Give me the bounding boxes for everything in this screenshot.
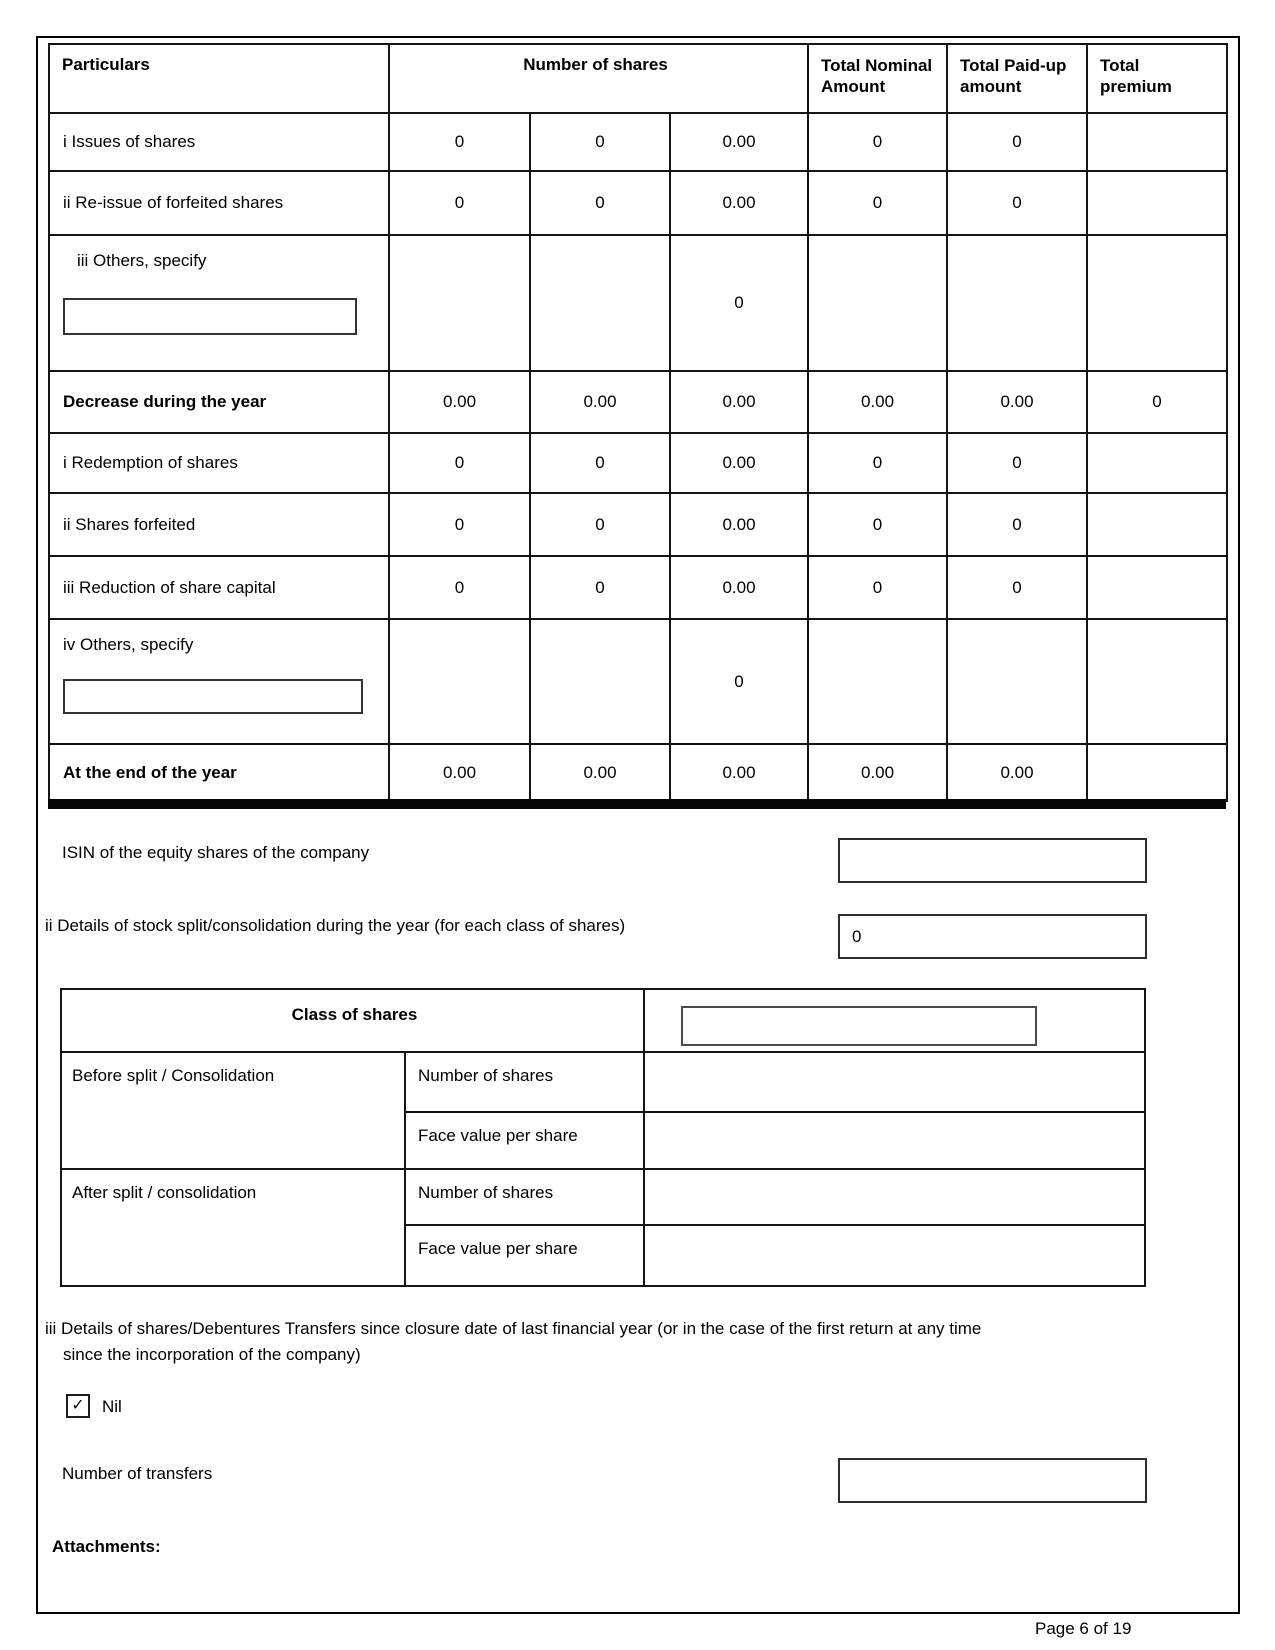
cell-value	[808, 235, 947, 371]
cell-value: 0.00	[389, 744, 530, 801]
after-split-label: After split / consolidation	[61, 1169, 405, 1286]
cell-value: 0.00	[670, 371, 808, 433]
cell-value: 0	[947, 433, 1087, 493]
cell-value: 0.00	[947, 371, 1087, 433]
cell-value: 0	[389, 556, 530, 619]
table-row-end-of-year	[49, 744, 1227, 801]
cell-value: 0	[947, 556, 1087, 619]
cell-value	[1087, 744, 1227, 801]
metric-label: Number of shares	[405, 1052, 644, 1112]
cell-value	[530, 619, 670, 744]
page-number: Page 6 of 19	[1035, 1619, 1132, 1638]
table-row-others-specify	[49, 235, 1227, 371]
cell-value: 0	[947, 171, 1087, 235]
cell-value	[1087, 235, 1227, 371]
header-total-paidup: Total Paid-up amount	[947, 44, 1087, 113]
row-label-others	[49, 235, 389, 371]
header-total-premium: Total premium	[1087, 44, 1227, 113]
cell-value: 0.00	[670, 493, 808, 556]
row-label: At the end of the year	[49, 744, 389, 801]
isin-label: ISIN of the equity shares of the company	[62, 843, 370, 862]
split-value-cell	[644, 1112, 1145, 1169]
split-value-cell	[644, 1052, 1145, 1112]
split-value-cell	[644, 1169, 1145, 1225]
cell-value: 0	[808, 556, 947, 619]
cell-value: 0	[808, 113, 947, 171]
cell-value	[1087, 493, 1227, 556]
table-bottom-rule	[48, 799, 1226, 809]
cell-value: 0	[530, 556, 670, 619]
before-split-label: Before split / Consolidation	[61, 1052, 405, 1169]
row-label: i Redemption of shares	[49, 433, 389, 493]
cell-value: 0	[808, 433, 947, 493]
table-row	[49, 433, 1227, 493]
table-row	[49, 493, 1227, 556]
stock-split-label: ii Details of stock split/consolidation during the year (for each class of shares)	[45, 916, 626, 935]
cell-value: 0.00	[670, 433, 808, 493]
cell-value	[808, 619, 947, 744]
cell-value	[530, 235, 670, 371]
metric-label: Number of shares	[405, 1169, 644, 1225]
header-number-of-shares: Number of shares	[389, 44, 808, 113]
cell-value: 0	[530, 493, 670, 556]
cell-value	[947, 619, 1087, 744]
row-label: iv Others, specify	[63, 635, 194, 654]
cell-value	[1087, 556, 1227, 619]
row-label: i Issues of shares	[49, 113, 389, 171]
cell-value	[947, 235, 1087, 371]
class-of-shares-table	[60, 988, 1146, 1287]
nil-label: Nil	[102, 1397, 122, 1416]
table-header-row	[49, 44, 1227, 113]
cell-value: 0.00	[530, 744, 670, 801]
isin-input[interactable]	[838, 838, 1147, 883]
class-of-shares-input[interactable]	[681, 1006, 1037, 1046]
header-particulars: Particulars	[49, 44, 389, 113]
row-label-others	[49, 619, 389, 744]
row-label: Decrease during the year	[49, 371, 389, 433]
before-split-row	[61, 1052, 1145, 1112]
after-split-row	[61, 1169, 1145, 1225]
row-label: iii Others, specify	[77, 251, 207, 270]
cell-value: 0.00	[670, 171, 808, 235]
class-of-shares-header-row	[61, 989, 1145, 1052]
cell-value: 0.00	[389, 371, 530, 433]
cell-value: 0	[808, 493, 947, 556]
header-total-nominal: Total Nominal Amount	[808, 44, 947, 113]
split-value-cell	[644, 1225, 1145, 1286]
row-label: iii Reduction of share capital	[49, 556, 389, 619]
cell-value: 0	[530, 113, 670, 171]
table-row	[49, 113, 1227, 171]
cell-value: 0	[670, 619, 808, 744]
share-capital-table	[48, 43, 1228, 802]
others-specify-input[interactable]	[63, 679, 363, 714]
table-row	[49, 556, 1227, 619]
table-row-others-specify	[49, 619, 1227, 744]
row-label: ii Re-issue of forfeited shares	[49, 171, 389, 235]
cell-value: 0	[808, 171, 947, 235]
cell-value: 0	[389, 433, 530, 493]
class-of-shares-input-cell	[644, 989, 1145, 1052]
cell-value	[1087, 113, 1227, 171]
cell-value	[389, 619, 530, 744]
cell-value: 0	[530, 171, 670, 235]
cell-value: 0.00	[670, 556, 808, 619]
transfers-heading-line1: iii Details of shares/Debentures Transfers since closure date of last financial year (or in the case of the first return at any time	[45, 1319, 982, 1338]
cell-value: 0.00	[530, 371, 670, 433]
cell-value	[389, 235, 530, 371]
cell-value: 0.00	[808, 744, 947, 801]
table-row	[49, 171, 1227, 235]
stock-split-input[interactable]	[838, 914, 1147, 959]
cell-value	[1087, 171, 1227, 235]
transfers-heading-line2: since the incorporation of the company)	[63, 1345, 361, 1364]
nil-checkbox[interactable]	[66, 1394, 90, 1418]
table-row-decrease	[49, 371, 1227, 433]
class-of-shares-label: Class of shares	[61, 989, 644, 1052]
cell-value: 0	[1087, 371, 1227, 433]
row-label: ii Shares forfeited	[49, 493, 389, 556]
cell-value: 0.00	[670, 113, 808, 171]
cell-value: 0	[670, 235, 808, 371]
number-of-transfers-input[interactable]	[838, 1458, 1147, 1503]
metric-label: Face value per share	[405, 1112, 644, 1169]
cell-value: 0	[389, 171, 530, 235]
cell-value: 0	[947, 113, 1087, 171]
cell-value: 0.00	[947, 744, 1087, 801]
others-specify-input[interactable]	[63, 298, 357, 335]
cell-value	[1087, 619, 1227, 744]
cell-value: 0	[389, 113, 530, 171]
cell-value: 0.00	[670, 744, 808, 801]
checkmark-icon: ✓	[71, 1397, 85, 1414]
cell-value: 0.00	[808, 371, 947, 433]
cell-value: 0	[530, 433, 670, 493]
metric-label: Face value per share	[405, 1225, 644, 1286]
cell-value	[1087, 433, 1227, 493]
number-of-transfers-label: Number of transfers	[62, 1464, 213, 1483]
cell-value: 0	[389, 493, 530, 556]
cell-value: 0	[947, 493, 1087, 556]
attachments-label: Attachments:	[52, 1537, 161, 1556]
